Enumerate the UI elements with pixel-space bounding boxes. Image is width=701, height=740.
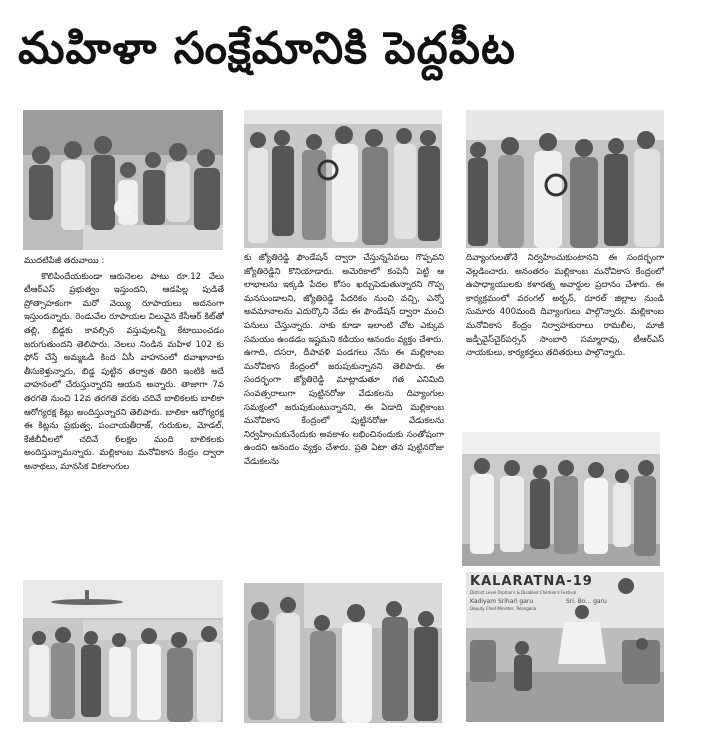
photo-children-group: [23, 110, 223, 250]
article-column-3: [466, 252, 664, 422]
photo-guests-standing: [462, 432, 660, 566]
banner-guest-name: Kadiyam Srihari garu: [470, 598, 534, 605]
article-column-2: [244, 252, 444, 577]
headline: మహిళా సంక్షేమానికి పెద్దపీట: [18, 23, 516, 74]
photo-stage-fan: [23, 580, 223, 722]
banner-guest-2: Sri. Bo... garu: [566, 598, 607, 605]
banner-title: KALARATNA-19: [470, 574, 593, 589]
column-2-text: కు జ్యోతిరెడ్డి ఫౌండేషన్ ద్వారా చేస్తున్నసేవలు గొప్పవని జ్యోతిరెడ్డిని కొనియాడారు. అమెరికాలో కంపెనీ పెట్టి ఆ లాభాలను ఇక్కడి పేదల కోసం ఖర్చుపెడుతున్నారని గొప్ప మనసుండాలని, జ్యోతిరెడ్డి పేదరికం నుంచి వచ్చి, ఎన్నో అవమానాలను ఎదుర్కొని నేడు ఈ ఫౌండేషన్ ద్వారా మంచి పనులు చేస్తున్నారు. నాకు కూడా ఇలాంటి చోట ఎక్కువ సమయం ఉండడం ఇష్టమని కడియం ఆనందం వ్యక్తం చేశారు. ఉగాది, దసరా, దీపావళి పండగలు నేను ఈ మల్లికాంబ మనోవికాస కేంద్రంలో జరుపుకున్నానని తెలిపారు. ఈ సందర్భంగా జ్యోతిరెడ్డి మాట్లాడుతూ గత ఎనిమిది సంవత్సరాలుగా పుట్టినరోజు వేడుకలను దివ్యాంగుల సమక్షంలో జరుపుకుంటున్నానని, ఈ ఏడాది మల్లికాంబ మనోవికాస కేంద్రంలో పుట్టినరోజు వేడుకలను నిర్వహించుకునేందుకు అవకాశం లభించినందుకు సంతోషంగా ఉందని ఆనందం వ్యక్తం చేశారు. ప్రతి ఏటా తన పుట్టినరోజు వేడుకలను: [244, 253, 444, 467]
photo-award-presentation-1: [244, 110, 442, 248]
column-3-text: దివ్యాంగులతోనే నిర్వహించుకుంటానని ఈ సందర్భంగా వెల్లడించారు. అనంతరం మల్లికాంబ మనోవికాస కేంద్రంలో ఉపాధ్యాయులకు కళారత్న అవార్డుల ప్రదానం చేశారు. ఈ కార్యక్రమంలో వరంగల్ అర్బన్, రూరల్ జిల్లాల నుండి సుమారు 400మంది దివ్యాంగులు పాల్గొన్నారు. మల్లికాంబ మనోవికాస కేంద్రం నిర్వాహకురాలు రామలీల, మాజీ జడ్పీవైస్‌చైర్‌పర్సన్ సాంబారి సమ్మారావు, టీఆర్ఎస్ నాయకులు, కార్యకర్తలు తదితరులు పాల్గొన్నారు.: [466, 253, 664, 359]
photo-award-presentation-2: [466, 110, 664, 248]
continued-from-note: ముదటిపేజీ తరువాయి :: [24, 256, 105, 266]
banner-subtitle: District Level Orphan's & Disabled Children's Festival: [470, 590, 577, 595]
photo-felicitation: [244, 583, 442, 723]
column-1-text: కొలిపిందేయకుండా ఆరునెలల పాటు రూ.12 వేలు టీఆర్ఎస్ ప్రభుత్వం ఇస్తుందని, ఆడపిల్ల పుడితే ప్రోత్సాహకంగా మరో వెయ్యి రూపాయలు అదనంగా ఇస్తుందన్నారు. రెండువేల రూపాయల విలువైన కేసీఆర్ కిట్‌తో తల్లి, బిడ్డకు కావల్సిన వస్తువులన్నీ కేటాయించడం జరుగుతుందని తెలిపారు. నెలలు నిండిన మహిళ 102 కు ఫోన్ చేస్తే అమ్మఒడి కింద ఏసీ వాహనంలో దవాఖానాకు తీసుకెళ్తున్నారు, బిడ్డ పుట్టిన తర్వాత తిరిగి ఇంటికి అదే వాహనంలో చేరుస్తున్నారని ఆయన అన్నారు. తాజాగా 7వ తరగతి నుంచి 12వ తరగతి వరకు చదివే బాలికలకు బాలికా ఆరోగ్యరక్ష కిట్లు అందిస్తున్నారని తెలిపారు. బాలికా ఆరోగ్యరక్ష ఈ కిట్లను ప్రభుత్వ, పంచాయతీరాజ్, గురుకుల, మోడల్, కేజీబీవీలలో చదివే 6లక్షల మంది బాలికలకు అందిస్తున్నామన్నారు. మల్లికాంబ మనోవికాస కేంద్రం ద్వారా అనాథలు, మానసిక వికలాంగుల: [24, 271, 224, 472]
article-column-1: [24, 255, 224, 575]
banner-guest-title: Deputy Chief Minister, Telangana: [470, 606, 537, 611]
photo-kalaratna-stage: [466, 572, 664, 722]
